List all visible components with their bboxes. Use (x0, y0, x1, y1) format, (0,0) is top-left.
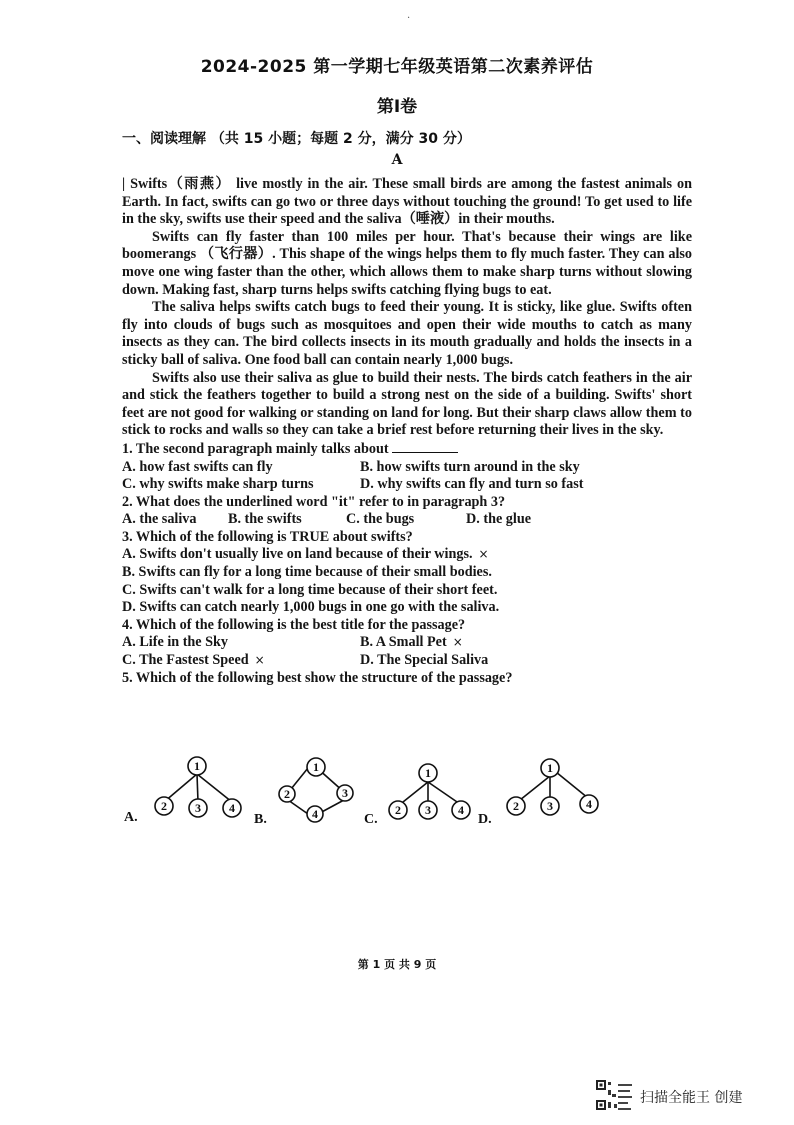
question-2-options (122, 511, 692, 529)
option-d: D. the glue (466, 511, 532, 528)
watermark-text: 扫描全能王 创建 (640, 1090, 743, 1106)
question-4-options-row-1 (122, 634, 692, 652)
question-1 (122, 440, 692, 459)
section-heading: 一、阅读理解 （共 15 小题；每题 2 分，满分 30 分） (122, 131, 471, 147)
diagram-label-d: D. (478, 812, 492, 827)
scan-dot: . (407, 10, 411, 21)
diagram-label-c: C. (364, 812, 378, 827)
passage-body (122, 176, 692, 687)
option-c-wrap (122, 652, 360, 670)
node-1: 1 (194, 759, 200, 773)
cross-mark: × (452, 635, 463, 650)
page-footer: 第 1 页 共 9 页 (357, 958, 437, 971)
question-stem: 1. The second paragraph mainly talks about (122, 440, 389, 457)
option-d: D. why swifts can fly and turn so fast (360, 476, 584, 493)
node-1: 1 (425, 766, 431, 780)
node-4: 4 (229, 801, 235, 815)
node-4: 4 (586, 797, 592, 811)
option-a: A. how fast swifts can fly (122, 458, 273, 475)
node-4: 4 (312, 807, 318, 821)
cross-mark: × (478, 547, 489, 562)
paragraph-4: Swifts also use their saliva as glue to build their nests. The birds catch feathers in the air and stick the feathers together to build a strong nest on the side of a building. Swifts' short feet are not good for walking or standing on land for long. But their sharp claws allow them to stick to rocks and walls so they can take a brief rest before returning their lives in the sky. (122, 369, 692, 439)
node-3: 3 (547, 799, 553, 813)
node-3: 3 (342, 786, 348, 800)
node-2: 2 (513, 799, 519, 813)
question-4: 4. Which of the following is the best title for the passage? (122, 616, 466, 633)
paragraph-1: | Swifts（雨燕） live mostly in the air. These small birds are among the fastest animals on Earth. In fact, swifts can go two or three days without touching the ground! To get used to life in the sky, swifts use their speed and the saliva（唾液）in their mouths. (122, 176, 692, 228)
question-1-options-row-2 (122, 476, 692, 494)
volume-label: 第Ⅰ卷 (376, 97, 418, 117)
diagram-label-b: B. (254, 812, 267, 827)
option-b: B. Swifts can fly for a long time because of their small bodies. (122, 564, 492, 581)
node-1: 1 (313, 760, 319, 774)
paragraph-3: The saliva helps swifts catch bugs to feed their young. It is sticky, like glue. Swifts often fly into clouds of bugs such as mosquitoes and open their wide mouths to catch as many insects as they can. The bird collects insects in its mouth gradually and holds the insects in a sticky ball of saliva. One food ball can contain nearly 1,000 bugs. (122, 299, 692, 368)
option-a: A. Swifts don't usually live on land because of their wings. (122, 546, 473, 563)
node-2: 2 (284, 787, 290, 801)
option-a: A. Life in the Sky (122, 634, 229, 651)
question-3: 3. Which of the following is TRUE about swifts? (122, 528, 413, 545)
passage-label: A (391, 152, 403, 168)
option-d: D. The Special Saliva (360, 652, 489, 669)
option-b: B. A Small Pet (360, 634, 447, 651)
answer-blank (392, 440, 458, 453)
option-d: D. Swifts can catch nearly 1,000 bugs in one go with the saliva. (122, 599, 500, 616)
question-5: 5. Which of the following best show the structure of the passage? (122, 669, 513, 686)
option-b: B. how swifts turn around in the sky (360, 458, 580, 475)
diagram-label-a: A. (124, 810, 138, 825)
option-a: A. the saliva (122, 511, 197, 528)
node-4: 4 (458, 803, 464, 817)
option-a-row (122, 546, 692, 564)
question-1-options-row-1 (122, 459, 692, 477)
structure-diagrams (122, 756, 622, 832)
option-c: C. The Fastest Speed (122, 652, 249, 669)
paragraph-2: Swifts can fly faster than 100 miles per hour. That's because their wings are like boomerangs （飞行器）. This shape of the wings helps them to fly much faster. They can also move one wing faster than the other, which allows them to make sharp turns without slowing down. Making fast, sharp turns helps swifts catching flying bugs to eat. (122, 228, 692, 298)
option-c: C. Swifts can't walk for a long time because of their short feet. (122, 581, 498, 598)
question-4-options-row-2 (122, 652, 692, 670)
node-3: 3 (425, 803, 431, 817)
option-c: C. why swifts make sharp turns (122, 476, 314, 493)
option-b: B. the swifts (228, 511, 302, 528)
node-1: 1 (547, 761, 553, 775)
question-2: 2. What does the underlined word "it" refer to in paragraph 3? (122, 493, 506, 510)
node-2: 2 (161, 799, 167, 813)
exam-title: 2024-2025 第一学期七年级英语第二次素养评估 (200, 57, 594, 77)
option-c: C. the bugs (346, 511, 415, 528)
cross-mark: × (254, 653, 265, 668)
scanner-watermark (594, 1078, 784, 1114)
option-b-wrap (360, 634, 463, 652)
qr-code-icon (594, 1078, 634, 1114)
node-3: 3 (195, 801, 201, 815)
node-2: 2 (395, 803, 401, 817)
